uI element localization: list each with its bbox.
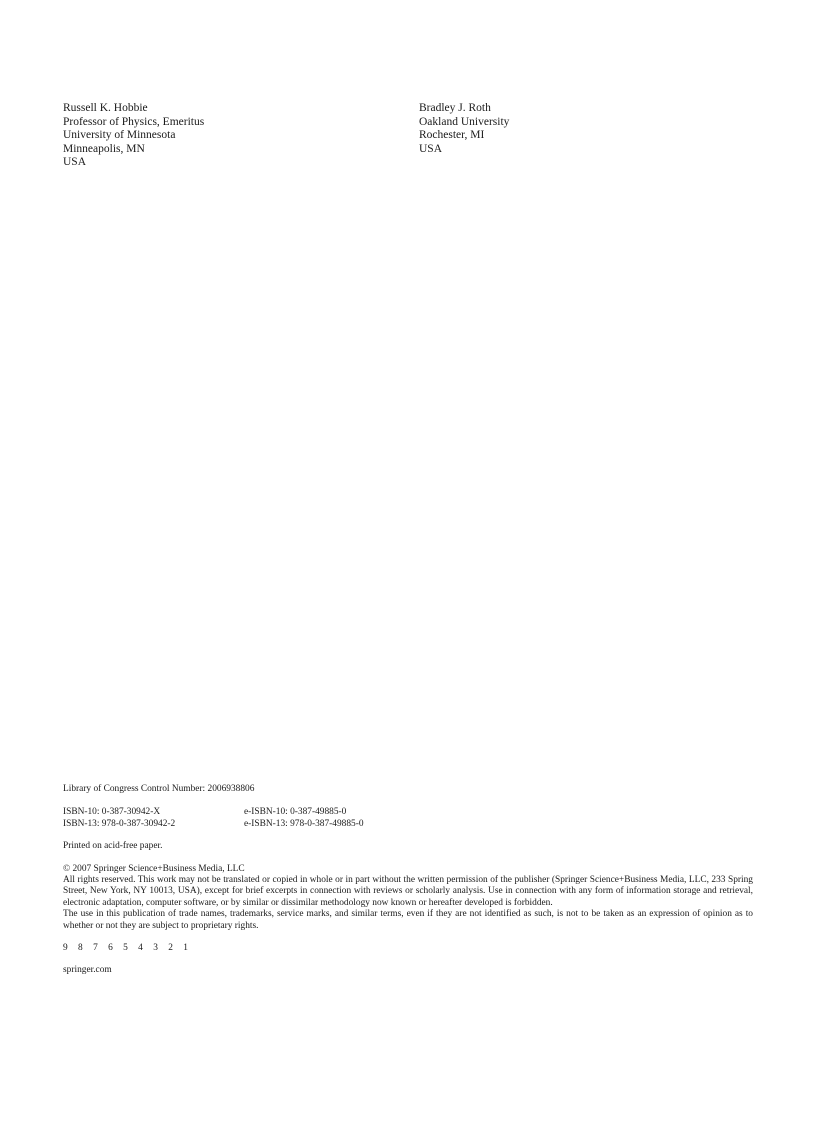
author-country: USA xyxy=(419,142,443,155)
printing-line: 9 8 7 6 5 4 3 2 1 xyxy=(63,943,192,954)
author-city: Rochester, MI xyxy=(419,129,485,142)
author-institution: Oakland University xyxy=(419,115,510,128)
author-title: Professor of Physics, Emeritus xyxy=(63,115,205,128)
author-institution: University of Minnesota xyxy=(63,129,176,142)
e-isbn-13: e-ISBN-13: 978-0-387-49885-0 xyxy=(244,818,364,829)
author-name: Bradley J. Roth xyxy=(419,102,491,114)
author-country: USA xyxy=(63,156,87,169)
publication-details xyxy=(63,784,753,977)
isbn-block xyxy=(63,807,753,830)
author-name: Russell K. Hobbie xyxy=(63,102,148,114)
author-city: Minneapolis, MN xyxy=(63,142,145,155)
isbn-10: ISBN-10: 0-387-30942-X xyxy=(63,807,161,818)
isbn-13: ISBN-13: 978-0-387-30942-2 xyxy=(63,818,176,829)
publisher-website: springer.com xyxy=(63,965,112,976)
e-isbn-10: e-ISBN-10: 0-387-49885-0 xyxy=(244,807,347,818)
copyright-notice: © 2007 Springer Science+Business Media, LLC xyxy=(63,863,245,874)
lccn: Library of Congress Control Number: 2006938806 xyxy=(63,784,255,794)
author-address-roth xyxy=(419,102,509,156)
trademark-statement: The use in this publication of trade names, trademarks, service marks, and similar terms, even if they are not identified as such, is not to be taken as an expression of opinion as to whether or not they are subject to proprietary rights. xyxy=(63,909,753,931)
rights-statement: All rights reserved. This work may not be translated or copied in whole or in part without the written permission of the publisher (Springer Science+Business Media, LLC, 233 Spring Street, New York, NY 10013, USA), except for brief excerpts in connection with reviews or scholarly analysis. Use in connection with any form of information storage and retrieval, electronic adaptation, computer software, or by similar or dissimilar methodology now known or hereafter developed is forbidden. xyxy=(63,875,753,908)
author-address-hobbie xyxy=(63,102,204,170)
paper-note: Printed on acid-free paper. xyxy=(63,841,163,852)
